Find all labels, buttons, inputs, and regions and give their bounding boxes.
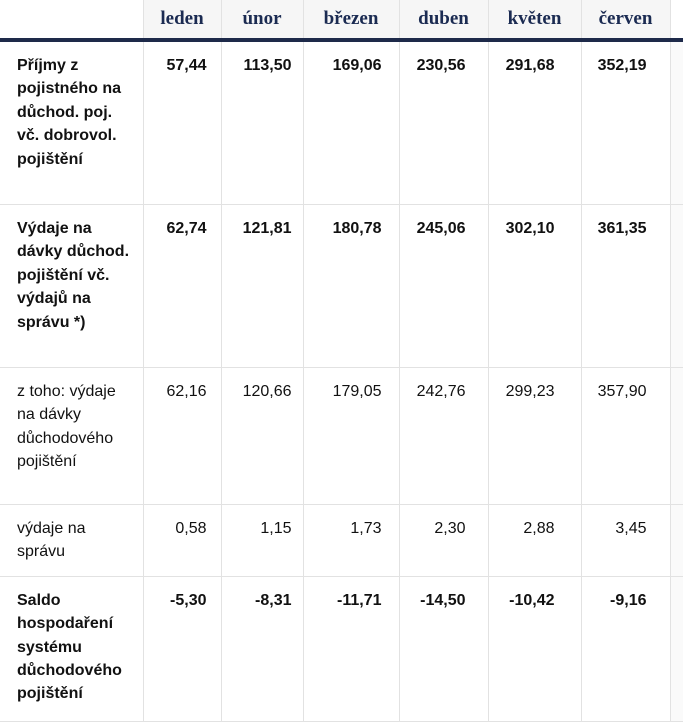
header-cell-empty bbox=[0, 0, 143, 40]
header-cell-duben: duben bbox=[399, 0, 488, 40]
table-cell: -11,71 bbox=[303, 576, 399, 721]
header-cell-cerven: červen bbox=[581, 0, 670, 40]
table-cell: 0,58 bbox=[143, 505, 221, 577]
table-cell: -14,50 bbox=[399, 576, 488, 721]
table-body bbox=[0, 40, 683, 721]
table-row bbox=[0, 576, 683, 721]
table-row bbox=[0, 205, 683, 368]
table-cell: -8,31 bbox=[221, 576, 303, 721]
header-cell-overflow bbox=[670, 0, 683, 40]
header-cell-unor: únor bbox=[221, 0, 303, 40]
table-cell: 357,90 bbox=[581, 368, 670, 505]
table-cell-overflow bbox=[670, 368, 683, 505]
table-cell: 62,74 bbox=[143, 205, 221, 368]
table-cell: 2,88 bbox=[488, 505, 581, 577]
table-cell-overflow bbox=[670, 205, 683, 368]
table-cell: 1,73 bbox=[303, 505, 399, 577]
row-label: Příjmy z pojistného na důchod. poj. vč. dobrovol. pojištění bbox=[0, 40, 143, 205]
table-cell: 361,35 bbox=[581, 205, 670, 368]
table-cell: 121,81 bbox=[221, 205, 303, 368]
header-cell-brezen: březen bbox=[303, 0, 399, 40]
table-row bbox=[0, 505, 683, 577]
table-cell-overflow bbox=[670, 505, 683, 577]
table-cell: 299,23 bbox=[488, 368, 581, 505]
table-cell: 180,78 bbox=[303, 205, 399, 368]
table-header bbox=[0, 0, 683, 40]
header-cell-leden: leden bbox=[143, 0, 221, 40]
table-row bbox=[0, 368, 683, 505]
header-cell-kveten: květen bbox=[488, 0, 581, 40]
row-label: z toho: výdaje na dávky důchodového pojištění bbox=[0, 368, 143, 505]
table-cell: 245,06 bbox=[399, 205, 488, 368]
table-cell: 120,66 bbox=[221, 368, 303, 505]
table-cell: -5,30 bbox=[143, 576, 221, 721]
table-cell: 242,76 bbox=[399, 368, 488, 505]
table-cell-overflow bbox=[670, 576, 683, 721]
table-cell: 62,16 bbox=[143, 368, 221, 505]
table-cell: 302,10 bbox=[488, 205, 581, 368]
table-cell: -9,16 bbox=[581, 576, 670, 721]
table-cell: -10,42 bbox=[488, 576, 581, 721]
row-label: výdaje na správu bbox=[0, 505, 143, 577]
table-row bbox=[0, 40, 683, 205]
table-cell: 352,19 bbox=[581, 40, 670, 205]
row-label: Saldo hospodaření systému důchodového pojištění bbox=[0, 576, 143, 721]
table-cell: 113,50 bbox=[221, 40, 303, 205]
table-cell: 57,44 bbox=[143, 40, 221, 205]
table-cell-overflow bbox=[670, 40, 683, 205]
header-row bbox=[0, 0, 683, 40]
table-cell: 2,30 bbox=[399, 505, 488, 577]
table-cell: 1,15 bbox=[221, 505, 303, 577]
table-cell: 179,05 bbox=[303, 368, 399, 505]
table-cell: 230,56 bbox=[399, 40, 488, 205]
row-label: Výdaje na dávky důchod. pojištění vč. výdajů na správu *) bbox=[0, 205, 143, 368]
table-cell: 291,68 bbox=[488, 40, 581, 205]
table-cell: 3,45 bbox=[581, 505, 670, 577]
table-cell: 169,06 bbox=[303, 40, 399, 205]
